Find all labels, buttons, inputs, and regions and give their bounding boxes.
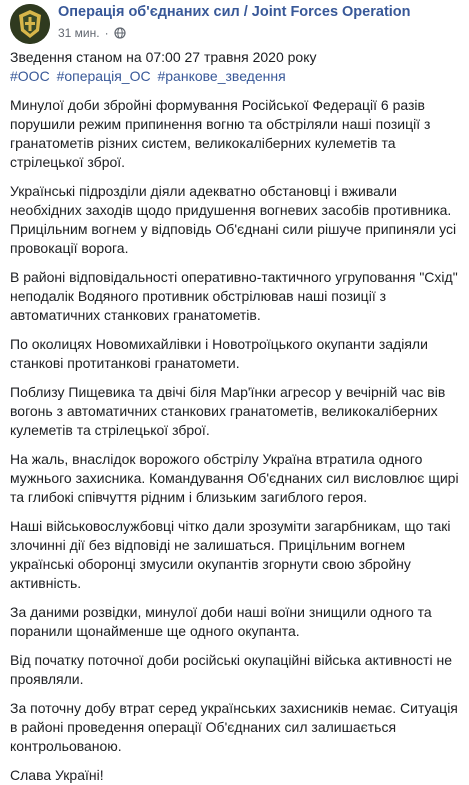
hashtag-link[interactable]: #ранкове_зведення	[157, 68, 286, 84]
post-body	[10, 48, 462, 785]
military-emblem-icon	[10, 4, 50, 44]
post-paragraph: Поблизу Пищевика та двічі біля Мар'їнки агресор у вечірній час вів вогонь з автоматичних станкових гранатометів, великокаліберних кулеметів та стрілецької зброї.	[10, 384, 446, 438]
page-avatar[interactable]	[10, 4, 50, 44]
post-intro	[10, 48, 462, 86]
hashtag-list	[10, 67, 462, 86]
post-closing: Слава Україні!	[10, 767, 104, 783]
post-paragraph: Від початку поточної доби російські окупаційні війська активності не проявляли.	[10, 652, 452, 687]
globe-icon[interactable]	[114, 27, 126, 39]
post-timestamp[interactable]: 31 мин.	[58, 26, 100, 40]
post-paragraph: В районі відповідальності оперативно-тактичного угруповання "Схід" неподалік Водяного противник обстрілював наші позиції з автоматичних станкових гранатометів.	[10, 269, 458, 323]
post-paragraph: Українські підрозділи діяли адекватно обстановці і вживали необхідних заходів щодо придушення вогневих засобів противника. Прицільним вогнем у відповідь Об'єднані сили рішуче припиняли усі провокації ворога.	[10, 183, 457, 256]
post-meta: 31 мин. ·	[58, 26, 126, 40]
post-paragraph: На жаль, внаслідок ворожого обстрілу Україна втратила одного мужнього захисника. Командування Об'єднаних сил висловлює щирі та глибокі співчуття рідним і близьким загиблого героя.	[10, 451, 459, 505]
page-name-link[interactable]: Операція об'єднаних сил / Joint Forces Operation	[58, 4, 411, 20]
hashtag-link[interactable]: #операція_ОС	[56, 68, 151, 84]
post-header	[0, 0, 469, 44]
post-paragraph: Минулої доби збройні формування Російської Федерації 6 разів порушили режим припинення вогню та обстріляли наші позиції з гранатометів різних систем, великокаліберних кулеметів та стрілецької зброї.	[10, 97, 431, 170]
post-paragraph: По околицях Новомихайлівки і Новотроїцького окупанти задіяли станкові протитанкові гранатомети.	[10, 336, 428, 371]
post-paragraph: Наші військовослужбовці чітко дали зрозуміти загарбникам, що такі злочинні дії без відповіді не залишаться. Прицільним вогнем українські оборонці змусили окупантів згорнути свою збройну активність.	[10, 518, 451, 591]
summary-line: Зведення станом на 07:00 27 травня 2020 року	[10, 49, 317, 65]
hashtag-link[interactable]: #ООС	[10, 68, 50, 84]
post-paragraph: За поточну добу втрат серед українських захисників немає. Ситуація в районі проведення операції Об'єднаних сил залишається контрольованою.	[10, 700, 458, 754]
post-paragraph: За даними розвідки, минулої доби наші воїни знищили одного та поранили щонайменше ще одного окупанта.	[10, 604, 432, 639]
